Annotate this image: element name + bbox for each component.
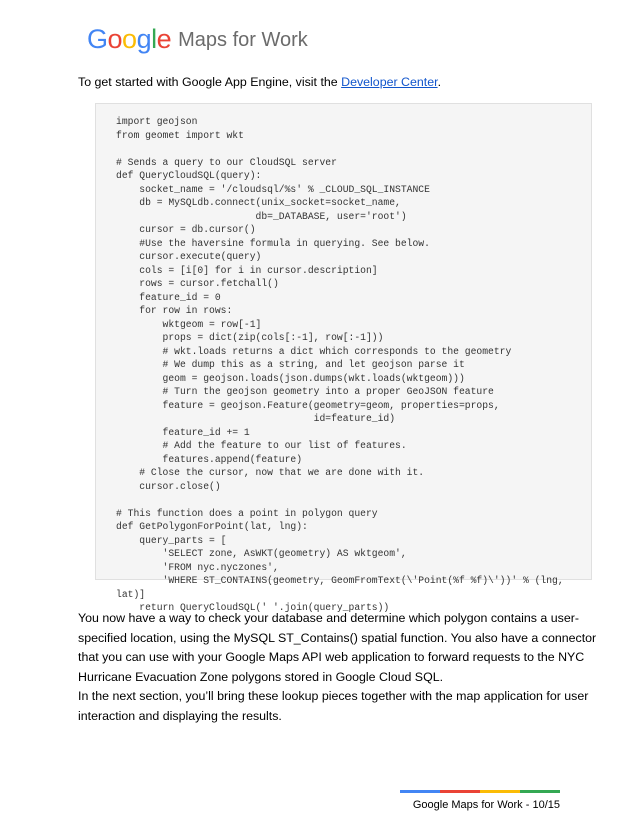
body-paragraph-1: You now have a way to check your database and determine which polygon contains a user-specified location, using the MySQL ST_Contains() spatial function. You also have a connector that you can use with your Google Maps API web application to forward requests to the NYC Hurricane Evacuation Zone polygons stored in Google Cloud SQL. — [78, 611, 597, 684]
code-line: #Use the haversine formula in querying. See below. — [116, 237, 430, 249]
intro-paragraph — [78, 74, 441, 90]
logo-letter: G — [87, 24, 108, 54]
code-line: # Add the feature to our list of features. — [116, 440, 407, 451]
code-line: features.append(feature) — [116, 453, 303, 465]
code-line: cursor.close() — [116, 480, 221, 492]
code-line: 'FROM nyc.nyczones', — [116, 561, 279, 573]
code-line: geom = geojson.loads(json.dumps(wkt.loads(wktgeom))) — [116, 372, 465, 384]
logo-letter: e — [156, 24, 172, 54]
code-line: # Turn the geojson geometry into a proper GeoJSON feature — [116, 386, 494, 397]
code-line: db=_DATABASE, user='root') — [116, 210, 407, 222]
code-line: rows = cursor.fetchall() — [116, 278, 279, 289]
code-line: wktgeom = row[-1] — [116, 318, 262, 330]
code-line: for row in rows: — [116, 305, 233, 316]
logo-letter: o — [107, 24, 123, 54]
intro-text: To get started with Google App Engine, visit the — [78, 75, 342, 89]
footer-bar-segment — [480, 790, 520, 793]
code-line: id=feature_id) — [116, 413, 396, 424]
footer-bar-segment — [440, 790, 480, 793]
code-line: feature_id = 0 — [116, 291, 221, 303]
code-line: feature_id += 1 — [116, 426, 250, 438]
code-line: props = dict(zip(cols[:-1], row[:-1])) — [116, 332, 384, 343]
python-code — [116, 115, 564, 615]
logo-letter: o — [122, 24, 137, 54]
body-paragraph-2: In the next section, you’ll bring these lookup pieces together with the map application for user interaction and displaying the results. — [78, 689, 589, 723]
code-line: from geomet import wkt — [116, 129, 244, 141]
code-line: cols = [i[0] for i in cursor.description] — [116, 264, 378, 276]
code-line: # Sends a query to our CloudSQL server — [116, 156, 337, 168]
google-wordmark — [87, 24, 171, 54]
code-line: def QueryCloudSQL(query): — [116, 170, 262, 181]
footer-bar-segment — [520, 790, 560, 793]
footer-bar-segment — [400, 790, 440, 793]
code-line: query_parts = [ — [116, 534, 227, 546]
code-line: socket_name = '/cloudsql/%s' % _CLOUD_SQL_INSTANCE — [116, 183, 430, 195]
code-line: def GetPolygonForPoint(lat, lng): — [116, 521, 308, 532]
intro-suffix: . — [437, 75, 442, 89]
developer-center-link[interactable]: Developer Center — [341, 75, 438, 89]
code-line — [116, 142, 564, 156]
code-line: return QueryCloudSQL(' '.join(query_parts)) — [116, 602, 390, 613]
code-line: db = MySQLdb.connect(unix_socket=socket_name, — [116, 197, 401, 208]
code-line: 'SELECT zone, AsWKT(geometry) AS wktgeom', — [116, 548, 407, 559]
code-line: # This function does a point in polygon query — [116, 507, 378, 519]
code-line: # Close the cursor, now that we are done with it. — [116, 467, 425, 478]
code-line: 'WHERE ST_CONTAINS(geometry, GeomFromText(\'Point(%f %f)\'))' % (lng, — [116, 575, 564, 586]
logo-subtitle: Maps for Work — [178, 29, 308, 51]
google-maps-for-work-logo — [87, 24, 308, 54]
code-line: cursor = db.cursor() — [116, 224, 256, 235]
code-line: import geojson — [116, 116, 198, 127]
code-line: # We dump this as a string, and let geojson parse it — [116, 359, 465, 370]
footer-page-label: Google Maps for Work - 10/15 — [412, 799, 560, 811]
code-line — [116, 493, 564, 507]
code-line: # wkt.loads returns a dict which corresponds to the geometry — [116, 345, 512, 357]
code-line: cursor.execute(query) — [116, 251, 262, 262]
code-line: lat)] — [116, 588, 146, 600]
footer-color-bar — [400, 790, 560, 793]
logo-letter: l — [151, 24, 157, 54]
logo-letter: g — [136, 24, 152, 54]
code-line: feature = geojson.Feature(geometry=geom, properties=props, — [116, 399, 500, 411]
code-block — [95, 103, 592, 613]
